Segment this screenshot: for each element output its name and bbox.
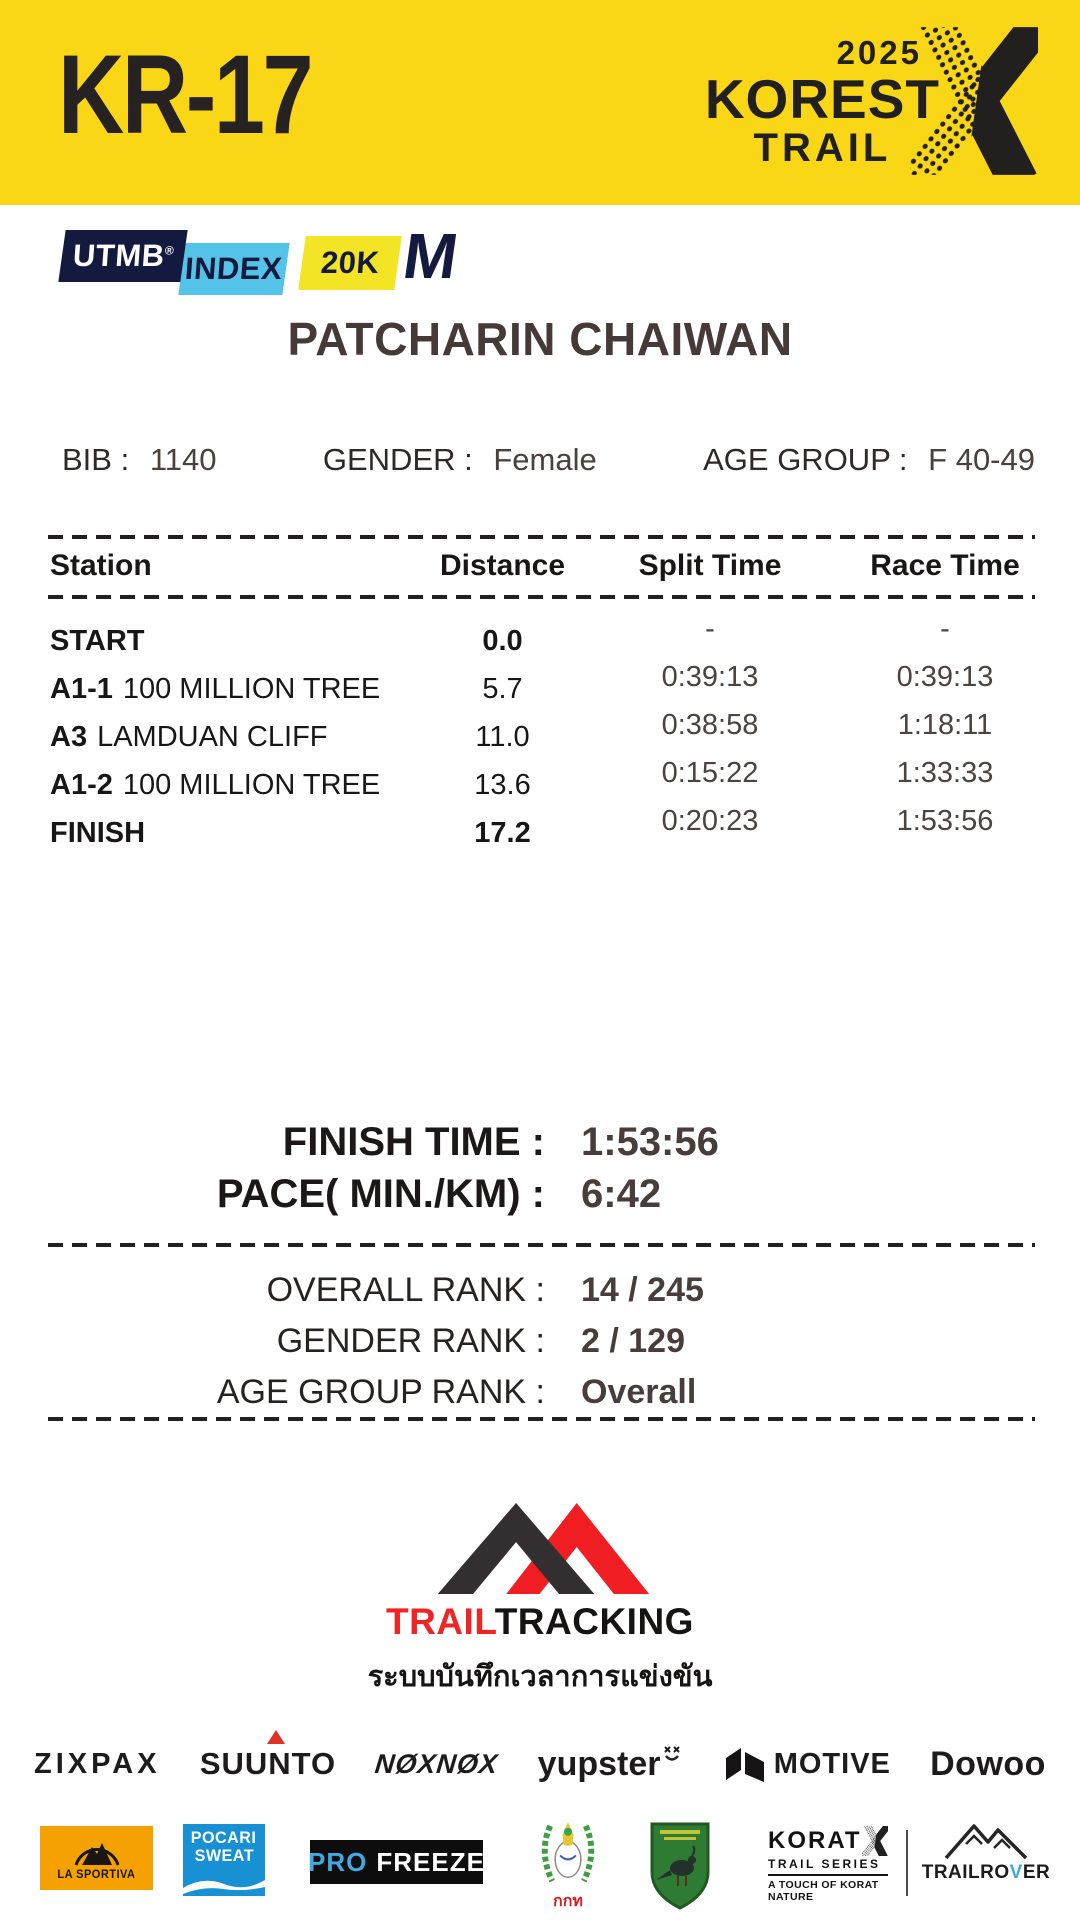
age-group-label: AGE GROUP :: [703, 442, 908, 477]
rank-summary: [40, 1266, 1040, 1416]
korat-x-icon: [862, 1826, 888, 1856]
race-time-cell: 0:39:13: [896, 660, 994, 693]
wildlife-shield-emblem: [648, 1820, 712, 1910]
finish-time-value: 1:53:56: [581, 1120, 719, 1164]
distance-block: [298, 236, 402, 290]
korest-trail-logo: [705, 26, 1038, 176]
noxnox-logo: NØXNØX: [373, 1748, 501, 1779]
korat-tagline: A TOUCH OF KORAT NATURE: [768, 1879, 879, 1903]
bib-value: 1140: [149, 442, 217, 477]
station-cell: [50, 769, 440, 802]
divider: [768, 1874, 888, 1876]
age-group-value: F 40-49: [928, 442, 1035, 477]
race-time-cell: 1:53:56: [896, 804, 994, 837]
registered-mark: ®: [163, 243, 175, 258]
shield-bird-icon: [648, 1820, 712, 1910]
station-name: LAMDUAN CLIFF: [97, 720, 328, 753]
race-time-cell: -: [940, 612, 950, 645]
gender-value: Female: [493, 442, 597, 477]
la-sportiva-logo: LA SPORTIVA: [40, 1826, 153, 1890]
table-row: [50, 804, 1035, 852]
table-row: [50, 612, 1035, 660]
suunto-arrow-icon: [267, 1730, 285, 1744]
yupster-logo: yupster: [538, 1745, 685, 1784]
index-label: INDEX: [184, 251, 284, 286]
gender-field: [323, 442, 597, 478]
bib-label: BIB :: [62, 442, 130, 477]
header-banner: [0, 0, 1080, 205]
distance-cell: 0.0: [482, 624, 523, 657]
sat-caption: กกท: [553, 1893, 583, 1910]
logo-title: KOREST: [704, 67, 940, 130]
overall-rank-label: OVERALL RANK :: [266, 1271, 545, 1309]
trailrover-v: V: [1009, 1862, 1023, 1883]
split-time-cell: 0:15:22: [661, 756, 759, 789]
finish-time-label: FINISH TIME :: [282, 1120, 545, 1164]
age-group-field: [703, 442, 1035, 478]
age-group-rank-value: Overall: [581, 1373, 697, 1411]
tracking-word: TRACKING: [494, 1601, 694, 1642]
station-code: A1-1: [50, 672, 113, 705]
dashed-divider: [48, 595, 1035, 599]
distance-label: 20K: [319, 245, 381, 280]
station-cell: [50, 673, 440, 706]
age-group-rank-label: AGE GROUP RANK :: [216, 1373, 545, 1411]
index-block: [178, 243, 289, 295]
korat-trail-series-logo: KORAT TRAIL SERIES A TOUCH OF KORAT NATURE: [768, 1826, 888, 1903]
distance-cell: 5.7: [482, 672, 523, 705]
finish-summary: [40, 1118, 1040, 1218]
col-split-time: Split Time: [638, 549, 782, 582]
station-name: 100 MILLION TREE: [122, 672, 381, 705]
station-code: A1-2: [50, 768, 113, 801]
pocari-wave-icon: [183, 1874, 265, 1896]
bib-field: [62, 442, 217, 478]
runner-name: PATCHARIN CHAIWAN: [287, 313, 793, 365]
utmb-category-m: M: [398, 220, 463, 292]
gender-label: GENDER :: [322, 442, 473, 477]
trailtracking-wordmark: [386, 1601, 694, 1643]
sat-emblem: [536, 1816, 600, 1914]
race-time-cell: 1:18:11: [897, 708, 993, 741]
race-time-cell: 1:33:33: [896, 756, 994, 789]
split-time-cell: 0:20:23: [661, 804, 759, 837]
gender-rank-value: 2 / 129: [581, 1322, 685, 1360]
dashed-divider: [48, 1243, 1035, 1247]
col-station: Station: [50, 549, 152, 582]
pace-label: PACE( MIN./KM) :: [216, 1172, 545, 1216]
station-cell: [50, 817, 440, 850]
pocari-sweat-logo: POCARI SWEAT: [183, 1824, 265, 1896]
utmb-label: UTMB: [71, 238, 166, 273]
table-row: [50, 660, 1035, 708]
station-cell: [50, 721, 440, 754]
sponsor-row-1: [34, 1732, 1046, 1796]
table-row: [50, 708, 1035, 756]
mountain-peaks-icon: [428, 1500, 653, 1595]
distance-cell: 13.6: [474, 768, 531, 801]
runner-meta-row: [62, 442, 1035, 478]
table-row: [50, 756, 1035, 804]
utmb-block: [58, 230, 187, 282]
distance-cell: 11.0: [475, 720, 530, 753]
split-time-cell: 0:38:58: [661, 708, 759, 741]
overall-rank-value: 14 / 245: [581, 1271, 704, 1309]
trailtracking-logo: [0, 1500, 1080, 1699]
trail-word: TRAIL: [386, 1601, 495, 1642]
trailrover-mountain-icon: [942, 1818, 1030, 1860]
station-code: START: [50, 624, 145, 657]
logo-subtitle: TRAIL: [753, 125, 892, 170]
station-code: A3: [50, 720, 88, 753]
korat-subtitle: TRAIL SERIES: [768, 1857, 881, 1871]
split-time-cell: 0:39:13: [661, 660, 759, 693]
zixpax-logo: ZIXPAX: [34, 1747, 161, 1780]
trailrover-logo: TRAILROVER: [930, 1818, 1042, 1884]
sat-wreath-icon: [536, 1816, 600, 1893]
distance-cell: 17.2: [474, 816, 531, 849]
pace-value: 6:42: [581, 1172, 662, 1216]
suunto-logo: SUUNTO: [200, 1746, 336, 1782]
station-code: FINISH: [50, 816, 146, 849]
dashed-divider: [48, 535, 1035, 539]
motive-logo: MOTIVE: [724, 1746, 891, 1782]
korest-x-icon: [910, 26, 1038, 176]
col-distance: Distance: [440, 549, 566, 582]
dowoo-logo: Dowoo: [930, 1744, 1046, 1783]
dashed-divider: [48, 1417, 1035, 1421]
vertical-divider: [906, 1830, 908, 1896]
la-sportiva-mountain-icon: [68, 1835, 126, 1867]
smiley-xx-icon: [662, 1743, 684, 1765]
gender-rank-label: GENDER RANK :: [276, 1322, 545, 1360]
race-code: KR-17: [58, 32, 312, 157]
station-cell: [50, 625, 440, 658]
thai-caption: ระบบบันทึกเวลาการแข่งขัน: [367, 1661, 713, 1693]
pro-freeze-logo: PRO FREEZE: [310, 1840, 483, 1884]
col-race-time: Race Time: [870, 549, 1020, 582]
motive-flags-icon: [724, 1746, 766, 1782]
station-name: 100 MILLION TREE: [122, 768, 381, 801]
split-time-cell: -: [705, 612, 715, 645]
logo-year: 2025: [836, 33, 922, 71]
splits-table-header: [50, 549, 1035, 583]
